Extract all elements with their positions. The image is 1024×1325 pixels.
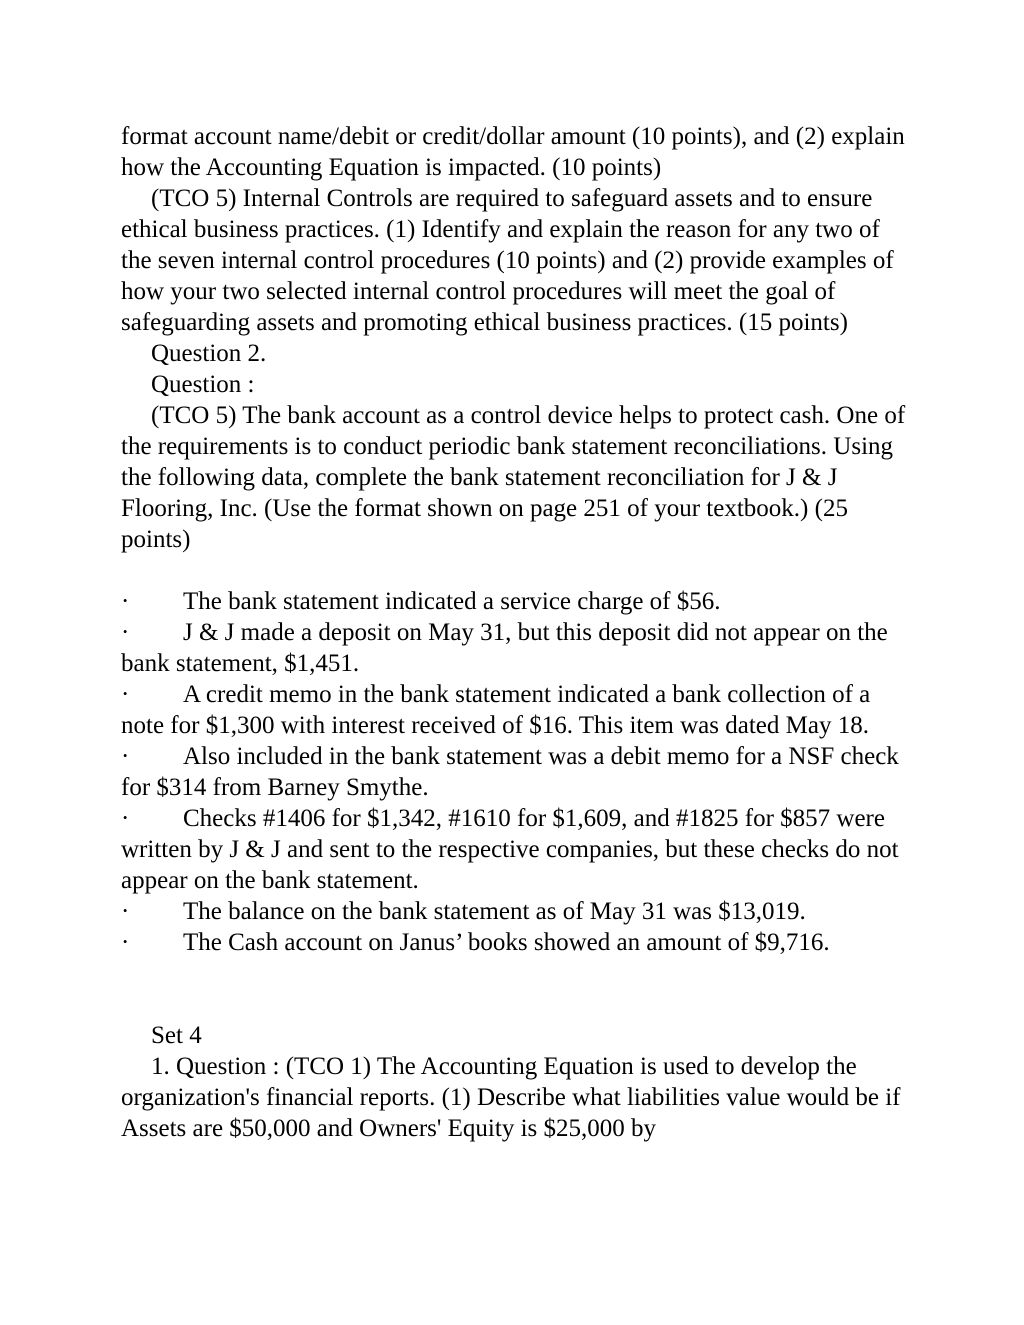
list-item-text: The Cash account on Janus’ books showed an amount of $9,716. (183, 929, 830, 956)
list-item-text: Checks #1406 for $1,342, #1610 for $1,609, and #1825 for $857 were written by J & J and sent to the respective companies, but these checks do not appear on the bank statement. (121, 805, 899, 894)
list-item-text: A credit memo in the bank statement indicated a bank collection of a note for $1,300 with interest received of $16. This item was dated May 18. (121, 681, 871, 739)
paragraph-bank-reconciliation-question: (TCO 5) The bank account as a control device helps to protect cash. One of the requirements is to conduct periodic bank statement reconciliations. Using the following data, complete the bank statement reconciliation for J & J Flooring, Inc. (Use the format shown on page 251 of your textbook.) (25 points) (121, 402, 906, 553)
list-item-text: Also included in the bank statement was a debit memo for a NSF check for $314 from Barney Smythe. (121, 743, 899, 801)
bullet-icon: · (121, 805, 130, 832)
question-label: Question : (151, 371, 255, 398)
list-item (121, 617, 911, 679)
bullet-list (121, 586, 911, 958)
paragraph-internal-controls-question: (TCO 5) Internal Controls are required to safeguard assets and to ensure ethical business practices. (1) Identify and explain the reason for any two of the seven internal control procedures (10 points) and (2) provide examples of how your two selected internal control procedures will meet the goal of safeguarding assets and promoting ethical business practices. (15 points) (121, 185, 894, 336)
bullet-icon: · (121, 681, 130, 708)
document-page (121, 121, 911, 1144)
paragraph-continued-question: format account name/debit or credit/dollar amount (10 points), and (2) explain how the Accounting Equation is impacted. (10 points) (121, 123, 905, 181)
list-item-text: The bank statement indicated a service charge of $56. (183, 588, 721, 615)
bullet-icon: · (121, 743, 130, 770)
list-item-text: J & J made a deposit on May 31, but this deposit did not appear on the bank statement, $1,451. (121, 619, 888, 677)
set-4-heading: Set 4 (151, 1022, 202, 1049)
list-item (121, 896, 911, 927)
list-item (121, 927, 911, 958)
blank-line (121, 555, 911, 586)
question-2-heading: Question 2. (151, 340, 267, 367)
set-4-question-1: 1. Question : (TCO 1) The Accounting Equation is used to develop the organization's financial reports. (1) Describe what liabilities value would be if Assets are $50,000 and Owners' Equity is $25,000 by (121, 1053, 901, 1142)
list-item (121, 803, 911, 896)
list-item-text: The balance on the bank statement as of May 31 was $13,019. (183, 898, 806, 925)
bullet-icon: · (121, 898, 130, 925)
bullet-icon: · (121, 929, 130, 956)
bullet-icon: · (121, 619, 130, 646)
list-item (121, 741, 911, 803)
blank-space (121, 958, 911, 1020)
bullet-icon: · (121, 588, 130, 615)
list-item (121, 679, 911, 741)
list-item (121, 586, 911, 617)
